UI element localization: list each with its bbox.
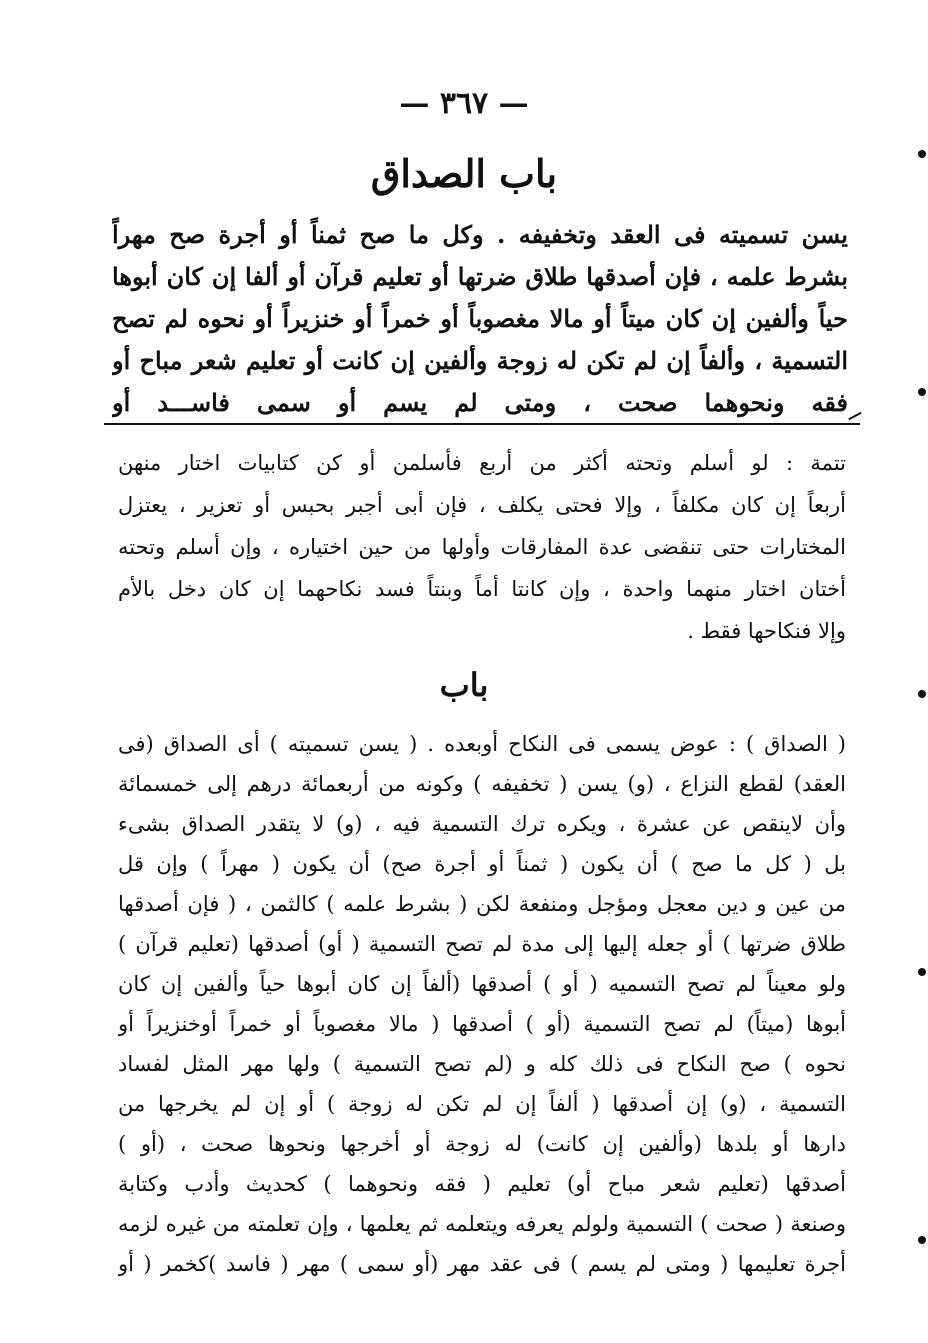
sharh-text (118, 724, 846, 1284)
matn-text (112, 214, 848, 424)
sharh-line: من عين و دين معجل ومؤجل ومنفعة لكن ( بشرط علمه ) كالثمن ، ( فإن أصدقها (118, 892, 846, 916)
sharh-line: أجرة تعليمها ( ومتى لم يسم ) فى عقد مهر (أو سمى ) مهر ( فاسد )كخمر ( أو (118, 1252, 846, 1276)
binding-hole-dot (918, 690, 926, 698)
matn-line: يسن تسميته فى العقد وتخفيفه . وكل ما صح ثمناً أو أجرة صح مهراً (112, 220, 848, 249)
tatimma-line: تتمة : لو أسلم وتحته أكثر من أربع فأسلمن أو كن كتابيات اختار منهن (118, 451, 846, 475)
matn-line: بشرط علمه ، فإن أصدقها طلاق ضرتها أو تعليم قرآن أو ألفا إن كان أبوها (112, 262, 848, 291)
sharh-line: بل ( كل ما صح ) أن يكون ( ثمناً أو أجرة صح) أن يكون ( مهراً ) وإن قل (118, 852, 846, 876)
section-divider (104, 423, 860, 425)
sharh-line: دارها أو بلدها (وألفين إن كانت) له زوجة أو أخرجها ونحوها صحت ، (أو ) (118, 1132, 846, 1156)
tatimma-text (118, 442, 846, 652)
sharh-line: التسمية ، (و) إن أصدقها ( ألفاً إن لم تكن له زوجة ) أو إن لم يخرجها من (118, 1092, 846, 1116)
binding-hole-dot (918, 968, 926, 976)
tatimma-line: المختارات حتى تنقضى عدة المفارقات وأولها من حين اختياره ، وإن أسلم وتحته (118, 535, 846, 559)
binding-hole-dot (918, 1236, 926, 1244)
sharh-line: وأن لاينقص عن عشرة ، ويكره ترك التسمية فيه ، (و) لا يتقدر الصداق بشىء (118, 812, 846, 836)
binding-hole-dot (918, 150, 926, 158)
matn-line: التسمية ، وألفاً إن لم تكن له زوجة وألفين إن كانت أو تعليم شعر مباح أو (112, 346, 848, 375)
sharh-line: ولو معيناً لم تصح التسميه ( أو ) أصدقها (ألفاً إن كان أبوها حياً وألفين إن كان (118, 972, 846, 996)
tatimma-line: وإلا فنكاحها فقط . (687, 619, 846, 643)
sharh-line: ( الصداق ) : عوض يسمى فى النكاح أوبعده . ( يسن تسميته ) أى الصداق (فى (118, 732, 846, 756)
matn-line: فقه ونحوهما صحت ، ومتى لم يسم أو سمى فاســـد أو (112, 388, 848, 417)
matn-line: حياً وألفين إن كان ميتاً أو مالا مغصوباً أو خمراً أو خنزيراً أو نحوه لم تصح (112, 304, 848, 333)
sharh-line: نحوه ) صح النكاح فى ذلك كله و (لم تصح التسمية ) ولها مهر المثل لفساد (118, 1052, 846, 1076)
tatimma-line: أربعاً إن كان مكلفاً ، وإلا فحتى يكلف ، فإن أبى أجبر بحبس أو تعزير ، يعتزل (118, 493, 846, 517)
sharh-line: أصدقها (تعليم شعر مباح أو) تعليم ( فقه ونحوهما ) كحديث وأدب وكتابة (118, 1172, 846, 1196)
binding-hole-dot (918, 388, 926, 396)
tatimma-line: أختان اختار منهما واحدة ، وإن كانتا أماً وبنتاً فسد نكاحهما إن كان دخل بالأم (118, 577, 846, 601)
chapter-title: باب الصداق (370, 151, 558, 196)
sharh-line: العقد) لقطع النزاع ، (و) يسن ( تخفيفه ) وكونه من أربعمائة درهم إلى خمسمائة (118, 772, 846, 796)
divider-tick (848, 412, 861, 420)
page-number: — ٣٦٧ — (399, 86, 529, 121)
section-heading: باب (439, 666, 489, 704)
sharh-line: طلاق ضرتها ) أو جعله إليها إلى مدة لم تصح التسمية ( أو) أصدقها (تعليم قرآن ) (118, 932, 846, 956)
sharh-line: وصنعة ( صحت ) التسمية ولولم يعرفه ويتعلمه ثم يعلمها ، وإن تعلمته من غيره لزمه (118, 1212, 846, 1236)
sharh-line: أبوها (ميتاً) لم تصح التسمية (أو ) أصدقها ( مالا مغصوباً أو خمراً أوخنزيراً أو (118, 1012, 846, 1036)
